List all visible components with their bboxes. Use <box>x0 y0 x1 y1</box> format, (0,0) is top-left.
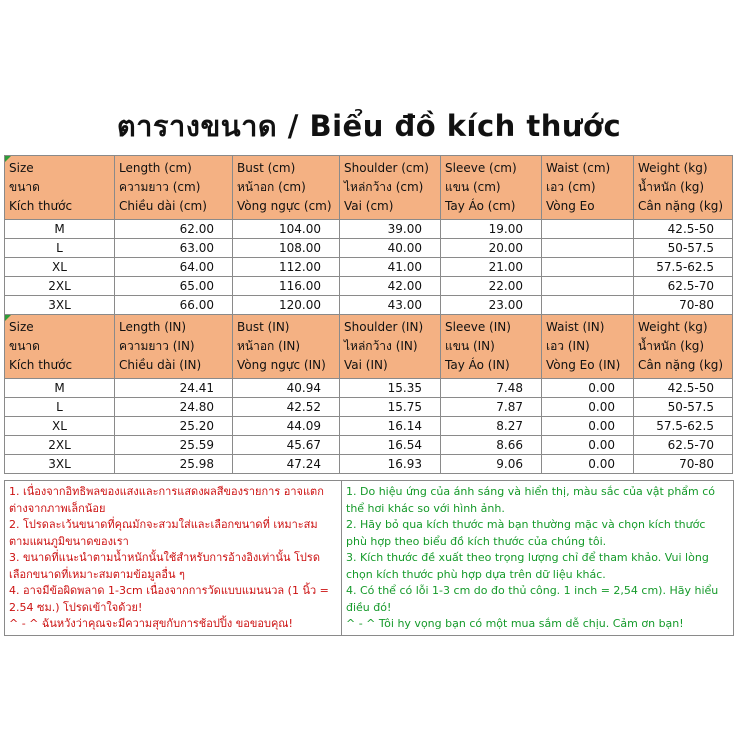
value-cell: 0.00 <box>542 398 634 417</box>
value-cell: 42.5-50 <box>634 379 733 398</box>
header-line: Vai (cm) <box>344 199 394 213</box>
value-cell: 8.27 <box>441 417 542 436</box>
table-row <box>5 239 733 258</box>
header-cell <box>5 315 115 379</box>
value-cell: 42.52 <box>233 398 340 417</box>
table-row <box>5 277 733 296</box>
header-line: น้ำหนัก (kg) <box>638 180 705 194</box>
header-cell <box>115 315 233 379</box>
value-cell: 116.00 <box>233 277 340 296</box>
header-line: Bust (IN) <box>237 320 290 334</box>
header-line: ไหล่กว้าง (IN) <box>344 339 418 353</box>
value-cell: 15.35 <box>340 379 441 398</box>
size-cell: 2XL <box>5 277 115 296</box>
notes-box <box>4 480 734 636</box>
value-cell: 120.00 <box>233 296 340 315</box>
size-cell: L <box>5 398 115 417</box>
cm_table-header-row <box>5 156 733 220</box>
header-line: แขน (cm) <box>445 180 501 194</box>
header-cell <box>233 156 340 220</box>
header-line: Waist (cm) <box>546 161 611 175</box>
value-cell <box>542 239 634 258</box>
header-line: ขนาด <box>9 180 40 194</box>
value-cell: 104.00 <box>233 220 340 239</box>
value-cell: 15.75 <box>340 398 441 417</box>
value-cell: 63.00 <box>115 239 233 258</box>
value-cell <box>542 277 634 296</box>
table-row <box>5 455 733 474</box>
header-line: Shoulder (IN) <box>344 320 424 334</box>
header-line: Sleeve (cm) <box>445 161 517 175</box>
table-row <box>5 436 733 455</box>
note-item: 2. Hãy bỏ qua kích thước mà bạn thường mặc và chọn kích thước phù hợp theo biểu đồ kích thước của chúng tôi. <box>346 518 706 548</box>
header-line: Tay Áo (cm) <box>445 199 516 213</box>
size-cell: L <box>5 239 115 258</box>
value-cell: 16.14 <box>340 417 441 436</box>
note-item: 1. Do hiệu ứng của ánh sáng và hiển thị, màu sắc của vật phẩm có thể hơi khác so với hình ảnh. <box>346 485 716 515</box>
value-cell: 112.00 <box>233 258 340 277</box>
header-line: Chiều dài (IN) <box>119 358 202 372</box>
header-line: เอว (cm) <box>546 180 596 194</box>
value-cell: 40.00 <box>340 239 441 258</box>
value-cell: 108.00 <box>233 239 340 258</box>
note-item: ^ - ^ ฉันหวังว่าคุณจะมีความสุขกับการช้อปปิ้ง ขอขอบคุณ! <box>9 617 293 630</box>
header-line: Size <box>9 161 34 175</box>
notes-thai <box>5 481 342 635</box>
table-row <box>5 258 733 277</box>
value-cell: 25.98 <box>115 455 233 474</box>
header-line: Vòng ngực (IN) <box>237 358 326 372</box>
note-item: ^ - ^ Tôi hy vọng bạn có một mua sắm dễ chịu. Cảm ơn bạn! <box>346 617 684 630</box>
value-cell: 22.00 <box>441 277 542 296</box>
value-cell: 65.00 <box>115 277 233 296</box>
header-line: น้ำหนัก (kg) <box>638 339 705 353</box>
header-cell <box>233 315 340 379</box>
size-chart-sheet <box>2 97 736 637</box>
header-line: เอว (IN) <box>546 339 590 353</box>
header-cell <box>115 156 233 220</box>
value-cell <box>542 296 634 315</box>
header-line: หน้าอก (IN) <box>237 339 301 353</box>
header-line: Weight (kg) <box>638 320 708 334</box>
value-cell: 62.5-70 <box>634 436 733 455</box>
size-cell: M <box>5 220 115 239</box>
header-line: หน้าอก (cm) <box>237 180 306 194</box>
header-line: Kích thước <box>9 358 73 372</box>
header-cell <box>441 156 542 220</box>
header-line: ความยาว (cm) <box>119 180 201 194</box>
header-line: Vòng Eo <box>546 199 595 213</box>
header-cell <box>340 315 441 379</box>
header-line: Kích thước <box>9 199 73 213</box>
value-cell: 70-80 <box>634 296 733 315</box>
value-cell: 64.00 <box>115 258 233 277</box>
header-line: Length (cm) <box>119 161 192 175</box>
header-line: ความยาว (IN) <box>119 339 195 353</box>
value-cell: 70-80 <box>634 455 733 474</box>
in_table-header-row <box>5 315 733 379</box>
value-cell: 43.00 <box>340 296 441 315</box>
chart-title: ตารางขนาด / Biểu đồ kích thước <box>116 109 622 143</box>
value-cell: 40.94 <box>233 379 340 398</box>
value-cell: 8.66 <box>441 436 542 455</box>
header-line: Length (IN) <box>119 320 187 334</box>
header-cell <box>5 156 115 220</box>
value-cell: 62.5-70 <box>634 277 733 296</box>
size-cell: 3XL <box>5 296 115 315</box>
value-cell: 25.59 <box>115 436 233 455</box>
value-cell: 0.00 <box>542 455 634 474</box>
header-line: Weight (kg) <box>638 161 708 175</box>
table-row <box>5 398 733 417</box>
cell-comment-marker <box>5 156 11 162</box>
value-cell: 57.5-62.5 <box>634 417 733 436</box>
header-line: Waist (IN) <box>546 320 605 334</box>
value-cell <box>542 220 634 239</box>
note-item: 3. Kích thước đề xuất theo trọng lượng chỉ để tham khảo. Vui lòng chọn kích thước phù hợp dựa trên dữ liệu khác. <box>346 551 709 581</box>
header-cell <box>634 315 733 379</box>
note-item: 3. ขนาดที่แนะนำตามน้ำหนักนั้นใช้สำหรับการอ้างอิงเท่านั้น โปรดเลือกขนาดที่เหมาะสมตามข้อมูลอื่น ๆ <box>9 551 320 581</box>
header-line: Sleeve (IN) <box>445 320 511 334</box>
header-line: Cân nặng (kg) <box>638 199 724 213</box>
value-cell: 19.00 <box>441 220 542 239</box>
cell-comment-marker <box>5 315 11 321</box>
value-cell: 21.00 <box>441 258 542 277</box>
value-cell: 57.5-62.5 <box>634 258 733 277</box>
value-cell: 41.00 <box>340 258 441 277</box>
value-cell: 7.87 <box>441 398 542 417</box>
value-cell: 7.48 <box>441 379 542 398</box>
size-cell: XL <box>5 417 115 436</box>
header-cell <box>634 156 733 220</box>
header-line: Vòng ngực (cm) <box>237 199 332 213</box>
value-cell: 20.00 <box>441 239 542 258</box>
header-line: Vai (IN) <box>344 358 388 372</box>
value-cell: 42.00 <box>340 277 441 296</box>
value-cell: 45.67 <box>233 436 340 455</box>
header-cell <box>542 315 634 379</box>
value-cell <box>542 258 634 277</box>
header-line: Cân nặng (kg) <box>638 358 724 372</box>
header-line: Chiều dài (cm) <box>119 199 207 213</box>
size-cell: M <box>5 379 115 398</box>
value-cell: 0.00 <box>542 379 634 398</box>
size-cell: 2XL <box>5 436 115 455</box>
value-cell: 47.24 <box>233 455 340 474</box>
value-cell: 50-57.5 <box>634 239 733 258</box>
header-cell <box>542 156 634 220</box>
header-line: Bust (cm) <box>237 161 296 175</box>
note-item: 4. Có thể có lỗi 1-3 cm do đo thủ công. 1 inch = 2,54 cm). Hãy hiểu điều đó! <box>346 584 719 614</box>
table-row <box>5 417 733 436</box>
size-cell: 3XL <box>5 455 115 474</box>
size-table <box>4 155 733 474</box>
header-line: ขนาด <box>9 339 40 353</box>
header-line: Vòng Eo (IN) <box>546 358 621 372</box>
value-cell: 44.09 <box>233 417 340 436</box>
note-item: 4. อาจมีข้อผิดพลาด 1-3cm เนื่องจากการวัดแบบแมนนวล (1 นิ้ว = 2.54 ซม.) โปรดเข้าใจด้วย! <box>9 584 329 614</box>
value-cell: 24.80 <box>115 398 233 417</box>
value-cell: 66.00 <box>115 296 233 315</box>
value-cell: 16.93 <box>340 455 441 474</box>
header-line: แขน (IN) <box>445 339 495 353</box>
note-item: 1. เนื่องจากอิทธิพลของแสงและการแสดงผลสีของรายการ อาจแตกต่างจากภาพเล็กน้อย <box>9 485 324 515</box>
header-line: Tay Áo (IN) <box>445 358 510 372</box>
header-cell <box>340 156 441 220</box>
value-cell: 9.06 <box>441 455 542 474</box>
note-item: 2. โปรดละเว้นขนาดที่คุณมักจะสวมใส่และเลือกขนาดที่ เหมาะสมตามแผนภูมิขนาดของเรา <box>9 518 318 548</box>
value-cell: 0.00 <box>542 417 634 436</box>
header-cell <box>441 315 542 379</box>
header-line: Shoulder (cm) <box>344 161 429 175</box>
value-cell: 50-57.5 <box>634 398 733 417</box>
value-cell: 0.00 <box>542 436 634 455</box>
value-cell: 24.41 <box>115 379 233 398</box>
value-cell: 16.54 <box>340 436 441 455</box>
value-cell: 42.5-50 <box>634 220 733 239</box>
value-cell: 25.20 <box>115 417 233 436</box>
value-cell: 62.00 <box>115 220 233 239</box>
value-cell: 39.00 <box>340 220 441 239</box>
table-row <box>5 220 733 239</box>
notes-vietnamese <box>342 481 733 635</box>
table-row <box>5 379 733 398</box>
value-cell: 23.00 <box>441 296 542 315</box>
size-cell: XL <box>5 258 115 277</box>
header-line: Size <box>9 320 34 334</box>
header-line: ไหล่กว้าง (cm) <box>344 180 424 194</box>
table-row <box>5 296 733 315</box>
